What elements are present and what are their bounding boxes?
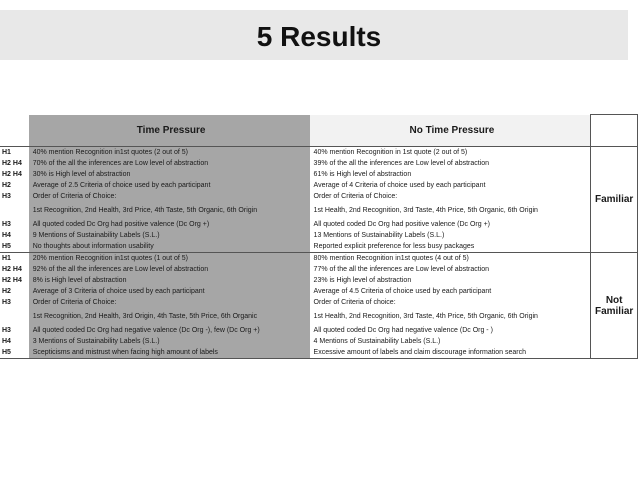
hypothesis-cell: H2 H4 [2, 171, 22, 178]
time-pressure-cell: Order of Criteria of Choice: [29, 191, 310, 202]
table-row [0, 336, 638, 347]
hypothesis-cell: H5 [0, 241, 29, 253]
column-header-time-pressure: Time Pressure [29, 115, 310, 147]
time-pressure-cell: Scepticisms and mistrust when facing high amount of labels [29, 347, 310, 359]
table-row [0, 241, 638, 253]
familiarity-label: Not Familiar [591, 253, 638, 359]
familiarity-label: Familiar [591, 147, 638, 253]
hypothesis-cell: H4 [2, 338, 11, 345]
hypothesis-cell: H2 [2, 288, 11, 295]
table-row [0, 347, 638, 359]
header-familiarity-blank [591, 115, 638, 147]
time-pressure-cell: 40% mention Recognition in1st quotes (2 out of 5) [29, 147, 310, 159]
hypothesis-cell: H2 H4 [2, 266, 22, 273]
no-time-pressure-cell: Average of 4 Criteria of choice used by each participant [310, 180, 591, 191]
time-pressure-cell: 20% mention Recognition in1st quotes (1 out of 5) [29, 253, 310, 265]
no-time-pressure-cell: All quoted coded Dc Org had positive valence (Dc Org +) [310, 219, 591, 230]
time-pressure-cell: All quoted coded Dc Org had positive valence (Dc Org +) [29, 219, 310, 230]
hypothesis-cell: H1 [0, 147, 29, 159]
no-time-pressure-cell: Order of Criteria of Choice: [310, 191, 591, 202]
time-pressure-cell: All quoted coded Dc Org had negative valence (Dc Org -), few (Dc Org +) [29, 325, 310, 336]
no-time-pressure-cell: 77% of the all the inferences are Low level of abstraction [310, 264, 591, 275]
time-pressure-cell: Order of Criteria of Choice: [29, 297, 310, 308]
time-pressure-cell: No thoughts about information usability [29, 241, 310, 253]
hypothesis-cell: H2 H4 [2, 277, 22, 284]
column-header-no-time-pressure: No Time Pressure [310, 115, 591, 147]
table-row [0, 308, 638, 325]
table-row [0, 275, 638, 286]
time-pressure-cell: 9 Mentions of Sustainability Labels (S.L.) [29, 230, 310, 241]
no-time-pressure-cell: Excessive amount of labels and claim discourage information search [310, 347, 591, 359]
time-pressure-cell: 92% of the all the inferences are Low level of abstraction [29, 264, 310, 275]
table-row [0, 219, 638, 230]
no-time-pressure-cell: Reported explicit preference for less busy packages [310, 241, 591, 253]
hypothesis-cell: H1 [0, 253, 29, 265]
table-row [0, 286, 638, 297]
no-time-pressure-cell: Order of Criteria of choice: [310, 297, 591, 308]
hypothesis-cell [0, 202, 29, 219]
table-row [0, 169, 638, 180]
no-time-pressure-cell: 13 Mentions of Sustainability Labels (S.L.) [310, 230, 591, 241]
hypothesis-cell: H4 [2, 232, 11, 239]
table-row [0, 297, 638, 308]
hypothesis-cell: H3 [2, 327, 11, 334]
no-time-pressure-cell: 40% mention Recognition in 1st quote (2 out of 5) [310, 147, 591, 159]
no-time-pressure-cell: 61% is High level of abstraction [310, 169, 591, 180]
table-row [0, 180, 638, 191]
no-time-pressure-cell: 1st Health, 2nd Recognition, 3rd Taste, 4th Price, 5th Organic, 6th Origin [310, 202, 591, 219]
results-table [0, 114, 638, 359]
time-pressure-cell: 8% is High level of abstraction [29, 275, 310, 286]
no-time-pressure-cell: All quoted coded Dc Org had negative valence (Dc Org - ) [310, 325, 591, 336]
hypothesis-cell [0, 308, 29, 325]
slide-title: 5 Results [256, 21, 382, 52]
time-pressure-cell: 3 Mentions of Sustainability Labels (S.L.) [29, 336, 310, 347]
no-time-pressure-cell: 4 Mentions of Sustainability Labels (S.L.) [310, 336, 591, 347]
table-row [0, 158, 638, 169]
no-time-pressure-cell: Average of 4.5 Criteria of choice used by each participant [310, 286, 591, 297]
table-row [0, 264, 638, 275]
table-row [0, 230, 638, 241]
time-pressure-cell: 1st Recognition, 2nd Health, 3rd Price, 4th Taste, 5th Organic, 6th Origin [29, 202, 310, 219]
table-row [0, 147, 638, 159]
table-row [0, 325, 638, 336]
table-row [0, 202, 638, 219]
hypothesis-cell: H5 [0, 347, 29, 359]
no-time-pressure-cell: 1st Health, 2nd Recognition, 3rd Taste, 4th Price, 5th Organic, 6th Origin [310, 308, 591, 325]
time-pressure-cell: 30% is High level of abstraction [29, 169, 310, 180]
time-pressure-cell: Average of 3 Criteria of choice used by each participant [29, 286, 310, 297]
hypothesis-cell: H2 [2, 182, 11, 189]
no-time-pressure-cell: 39% of the all the inferences are Low level of abstraction [310, 158, 591, 169]
no-time-pressure-cell: 80% mention Recognition in1st quotes (4 out of 5) [310, 253, 591, 265]
header-blank-cell [0, 115, 29, 147]
table-row [0, 253, 638, 265]
hypothesis-cell: H2 H4 [2, 160, 22, 167]
hypothesis-cell: H3 [2, 221, 11, 228]
time-pressure-cell: Average of 2.5 Criteria of choice used by each participant [29, 180, 310, 191]
time-pressure-cell: 70% of the all the inferences are Low level of abstraction [29, 158, 310, 169]
hypothesis-cell: H3 [2, 193, 11, 200]
time-pressure-cell: 1st Recognition, 2nd Health, 3rd Origin, 4th Taste, 5th Price, 6th Organic [29, 308, 310, 325]
table-row [0, 191, 638, 202]
table-header-row [0, 115, 638, 147]
hypothesis-cell: H3 [2, 299, 11, 306]
no-time-pressure-cell: 23% is High level of abstraction [310, 275, 591, 286]
